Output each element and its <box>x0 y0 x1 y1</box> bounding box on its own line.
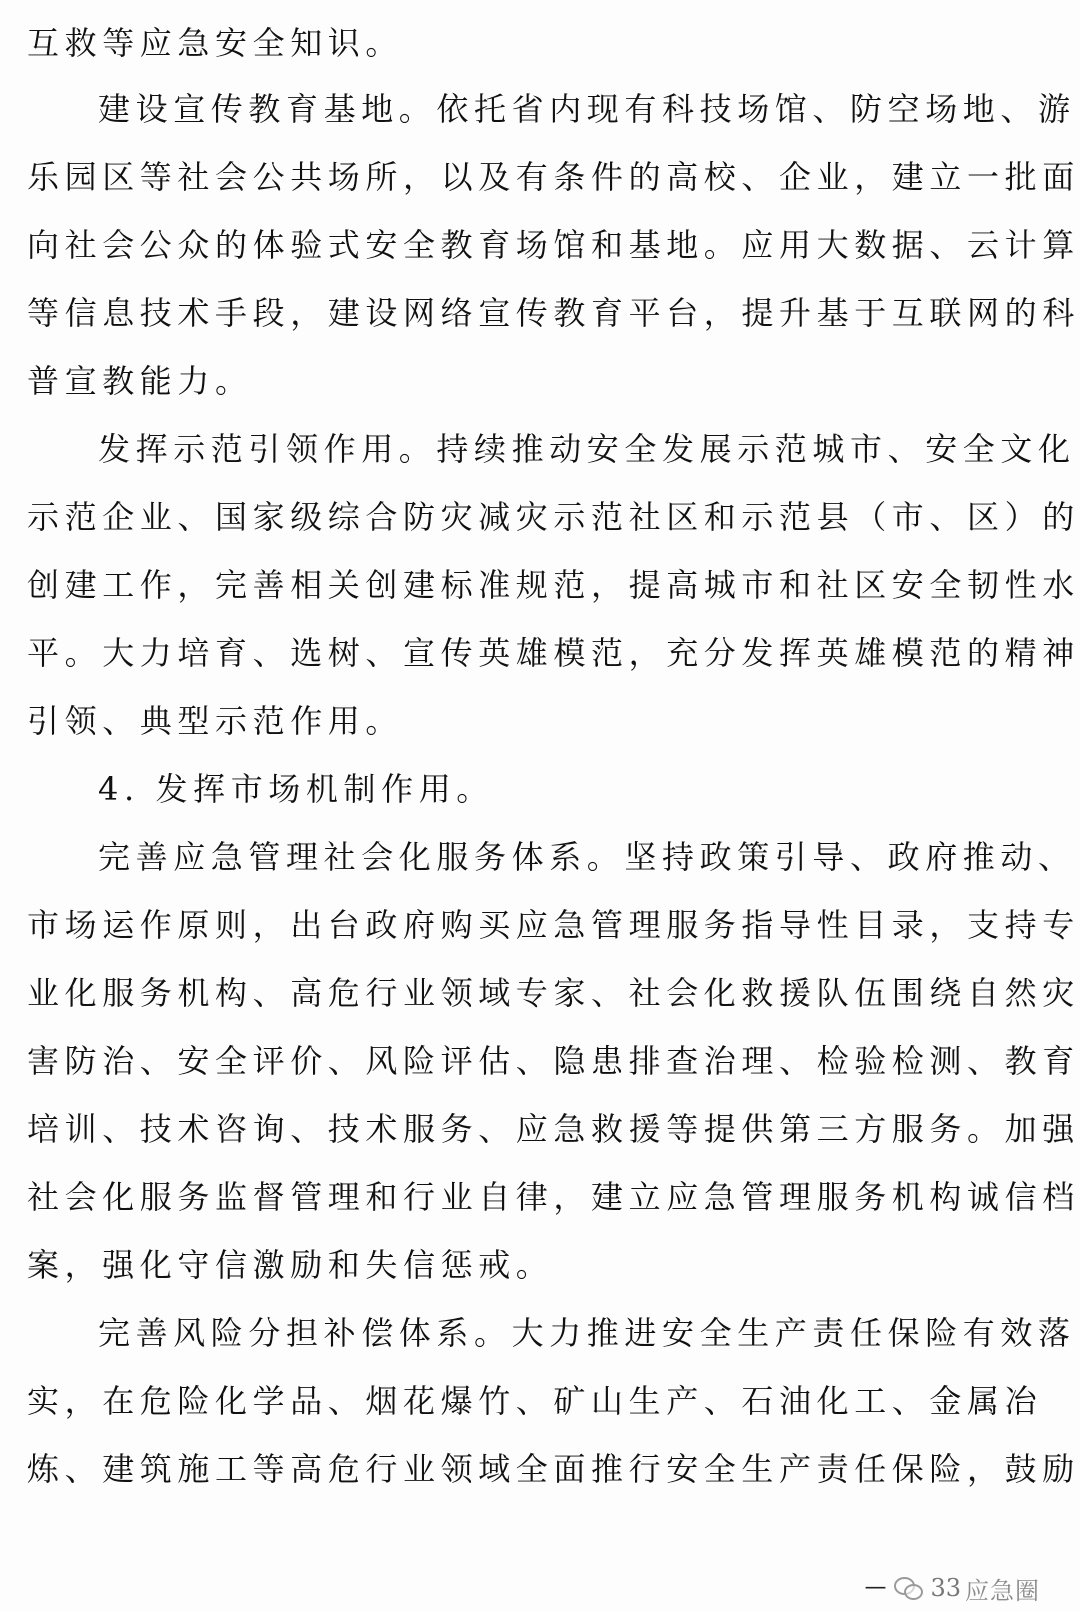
paragraph-first-line: 建设宣传教育基地。依托省内现有科技场馆、防空场地、游 <box>98 90 1076 128</box>
page-number: 33 <box>930 1574 961 1602</box>
text-line: 示范企业、国家级综合防灾减灾示范社区和示范县（市、区）的 <box>27 498 1080 536</box>
wechat-icon <box>894 1576 924 1600</box>
text-line: 向社会公众的体验式安全教育场馆和基地。应用大数据、云计算 <box>27 226 1080 264</box>
text-line: 平。大力培育、选树、宣传英雄模范，充分发挥英雄模范的精神 <box>27 634 1080 672</box>
text-line: 害防治、安全评价、风险评估、隐患排查治理、检验检测、教育 <box>27 1042 1080 1080</box>
text-line: 培训、技术咨询、技术服务、应急救援等提供第三方服务。加强 <box>27 1110 1080 1148</box>
text-line: 市场运作原则，出台政府购买应急管理服务指导性目录，支持专 <box>27 906 1080 944</box>
text-line: 乐园区等社会公共场所，以及有条件的高校、企业，建立一批面 <box>27 158 1080 196</box>
text-line: 炼、建筑施工等高危行业领域全面推行安全生产责任保险，鼓励 <box>27 1450 1080 1488</box>
text-line: 实，在危险化学品、烟花爆竹、矿山生产、石油化工、金属冶 <box>27 1382 1043 1420</box>
text-line: 社会化服务监督管理和行业自律，建立应急管理服务机构诚信档 <box>27 1178 1080 1216</box>
footer-dash: — <box>864 1575 887 1600</box>
text-line: 引领、典型示范作用。 <box>27 702 404 740</box>
paragraph-first-line: 完善风险分担补偿体系。大力推进安全生产责任保险有效落 <box>98 1314 1076 1352</box>
text-line: 普宣教能力。 <box>27 362 253 400</box>
watermark-text: 应急圈 <box>965 1576 1040 1605</box>
text-line: 案，强化守信激励和失信惩戒。 <box>27 1246 554 1284</box>
page-footer <box>864 1572 1040 1604</box>
paragraph-first-line: 完善应急管理社会化服务体系。坚持政策引导、政府推动、 <box>98 838 1076 876</box>
text-line: 互救等应急安全知识。 <box>27 24 404 62</box>
section-heading: 4. 发挥市场机制作用。 <box>98 770 494 808</box>
text-line: 等信息技术手段，建设网络宣传教育平台，提升基于互联网的科 <box>27 294 1080 332</box>
text-line: 创建工作，完善相关创建标准规范，提高城市和社区安全韧性水 <box>27 566 1080 604</box>
text-line: 业化服务机构、高危行业领域专家、社会化救援队伍围绕自然灾 <box>27 974 1080 1012</box>
paragraph-first-line: 发挥示范引领作用。持续推动安全发展示范城市、安全文化 <box>98 430 1076 468</box>
